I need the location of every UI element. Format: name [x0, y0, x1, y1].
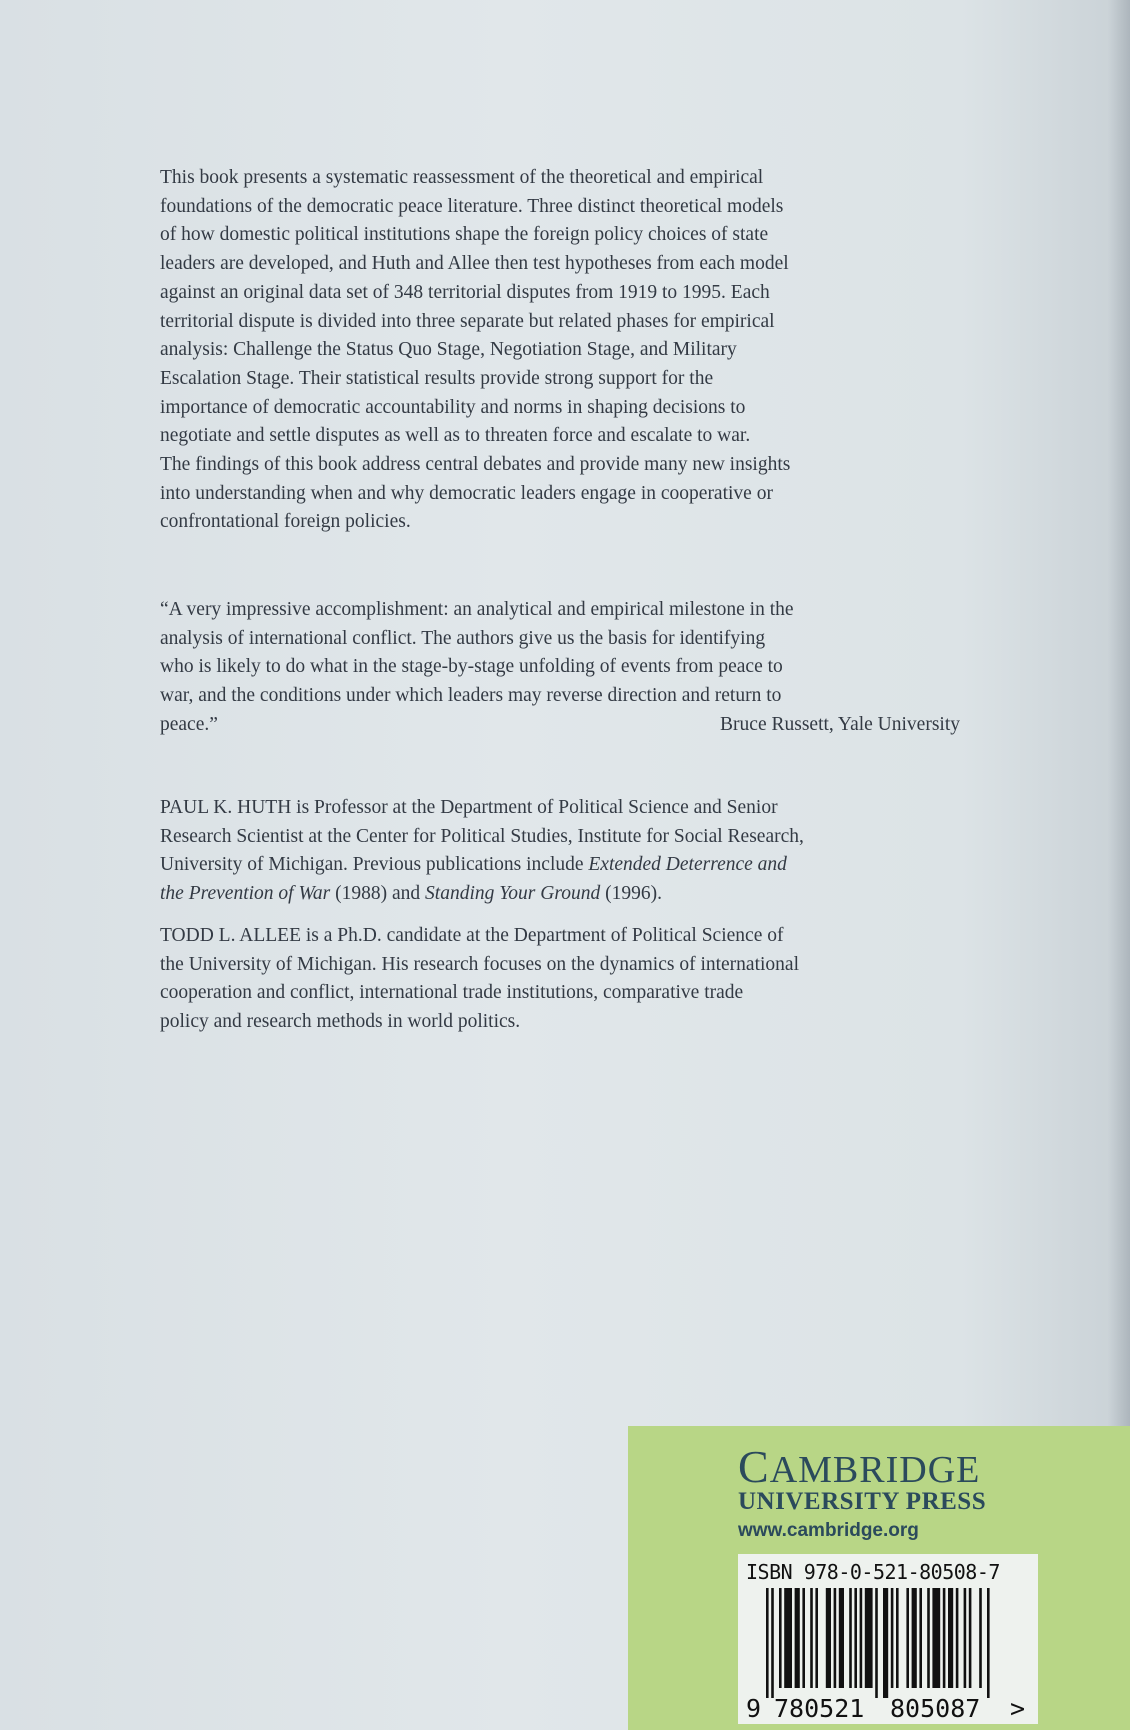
publisher-name-rest: AMBRIDGE: [769, 1449, 981, 1491]
text-line: “A very impressive accomplishment: an analytical and empirical milestone in the: [160, 599, 794, 620]
barcode-box: [738, 1554, 1038, 1724]
text-line: This book presents a systematic reassessment of the theoretical and empirical: [160, 167, 764, 188]
barcode-bar: [969, 1588, 972, 1688]
text-line: [160, 851, 960, 880]
barcode-bar: [810, 1588, 813, 1688]
text-line: Escalation Stage. Their statistical results provide strong support for the: [160, 367, 714, 389]
book-title: Extended Deterrence and: [588, 854, 787, 876]
barcode-bar: [854, 1588, 857, 1688]
quote-end: peace.”: [160, 713, 218, 735]
text-line: territorial dispute is divided into three separate but related phases for empirical: [160, 310, 775, 332]
publisher-subtitle: UNIVERSITY PRESS: [738, 1488, 987, 1515]
text-span: (1988) and: [330, 883, 426, 905]
barcode-bar: [891, 1588, 894, 1688]
barcode-bar: [927, 1588, 930, 1688]
text-line: cooperation and conflict, international trade institutions, comparative trade: [160, 982, 744, 1004]
text-line: analysis: Challenge the Status Quo Stage, Negotiation Stage, and Military: [160, 339, 737, 361]
barcode-bar: [860, 1588, 863, 1688]
publisher-initial: C: [738, 1441, 770, 1492]
reviewer-name: Bruce Russett, Yale University: [720, 713, 960, 735]
barcode-bar: [943, 1588, 946, 1688]
barcode-bar: [766, 1588, 769, 1698]
barcode-bar: [979, 1588, 982, 1688]
text-line: PAUL K. HUTH is Professor at the Department of Political Science and Senior: [160, 797, 778, 818]
text-span: (1996).: [600, 883, 662, 905]
barcode-bar: [779, 1588, 782, 1688]
review-quote: [160, 596, 960, 740]
publisher-url: www.cambridge.org: [738, 1520, 919, 1541]
publisher-name: [738, 1440, 980, 1493]
text-line: into understanding when and why democratic leaders engage in cooperative or: [160, 482, 773, 504]
text-line: The findings of this book address central debates and provide many new insights: [160, 454, 791, 476]
text-line: importance of democratic accountability and norms in shaping decisions to: [160, 396, 746, 418]
text-line: policy and research methods in world politics.: [160, 1011, 521, 1033]
text-line: foundations of the democratic peace literature. Three distinct theoretical models: [160, 195, 784, 217]
text-line: TODD L. ALLEE is a Ph.D. candidate at the Department of Political Science of: [160, 925, 784, 946]
text-line: negotiate and settle disputes as well as to threaten force and escalate to war.: [160, 425, 751, 447]
barcode-bar: [948, 1588, 953, 1688]
barcode-bar: [771, 1588, 774, 1698]
text-line: who is likely to do what in the stage-by-stage unfolding of events from peace to: [160, 656, 783, 678]
barcode-digit-group: 805087: [890, 1694, 981, 1723]
barcode-bar: [875, 1588, 878, 1698]
isbn-label: ISBN 978-0-521-80508-7: [746, 1560, 1000, 1584]
text-line: the University of Michigan. His research focuses on the dynamics of international: [160, 953, 799, 975]
author-bio-allee: [160, 922, 960, 1037]
book-title: Standing Your Ground: [425, 883, 601, 905]
barcode-icon: [744, 1588, 1032, 1698]
publisher-panel: [628, 1426, 1130, 1730]
barcode-bar: [932, 1588, 940, 1688]
barcode-bar: [906, 1588, 909, 1688]
barcode-bar: [964, 1588, 967, 1688]
text-line: against an original data set of 348 territorial disputes from 1919 to 1995. Each: [160, 281, 770, 303]
barcode-bar: [849, 1588, 852, 1688]
text-line: confrontational foreign policies.: [160, 511, 411, 533]
text-line: analysis of international conflict. The authors give us the basis for identifying: [160, 627, 766, 649]
barcode-bar: [883, 1588, 888, 1698]
barcode-bar: [896, 1588, 899, 1688]
text-line: [160, 880, 960, 909]
book-description: [160, 164, 960, 537]
text-line: war, and the conditions under which leaders may reverse direction and return to: [160, 685, 782, 707]
book-title: the Prevention of War: [160, 883, 331, 905]
barcode-bar: [795, 1588, 800, 1688]
barcode-bar: [784, 1588, 792, 1688]
barcode-bar: [912, 1588, 917, 1688]
barcode-digit-group: 9: [746, 1694, 762, 1723]
author-bio-huth: [160, 794, 960, 909]
barcode-bar: [839, 1588, 844, 1688]
barcode-digit-group: 780521: [774, 1694, 865, 1723]
barcode-bar: [826, 1588, 831, 1688]
barcode-bar: [802, 1588, 805, 1688]
barcode-bar: [956, 1588, 959, 1688]
quote-attribution-line: [160, 711, 960, 740]
barcode-digit-group: >: [1010, 1694, 1026, 1723]
barcode-bar: [865, 1588, 873, 1688]
text-span: University of Michigan. Previous publications include: [160, 854, 589, 876]
text-line: Research Scientist at the Center for Political Studies, Institute for Social Research,: [160, 825, 804, 847]
text-line: of how domestic political institutions shape the foreign policy choices of state: [160, 224, 769, 246]
barcode-bar: [834, 1588, 837, 1688]
text-line: leaders are developed, and Huth and Allee then test hypotheses from each model: [160, 253, 789, 275]
barcode-bar: [815, 1588, 818, 1688]
barcode-bar: [987, 1588, 990, 1698]
barcode-bar: [919, 1588, 922, 1688]
